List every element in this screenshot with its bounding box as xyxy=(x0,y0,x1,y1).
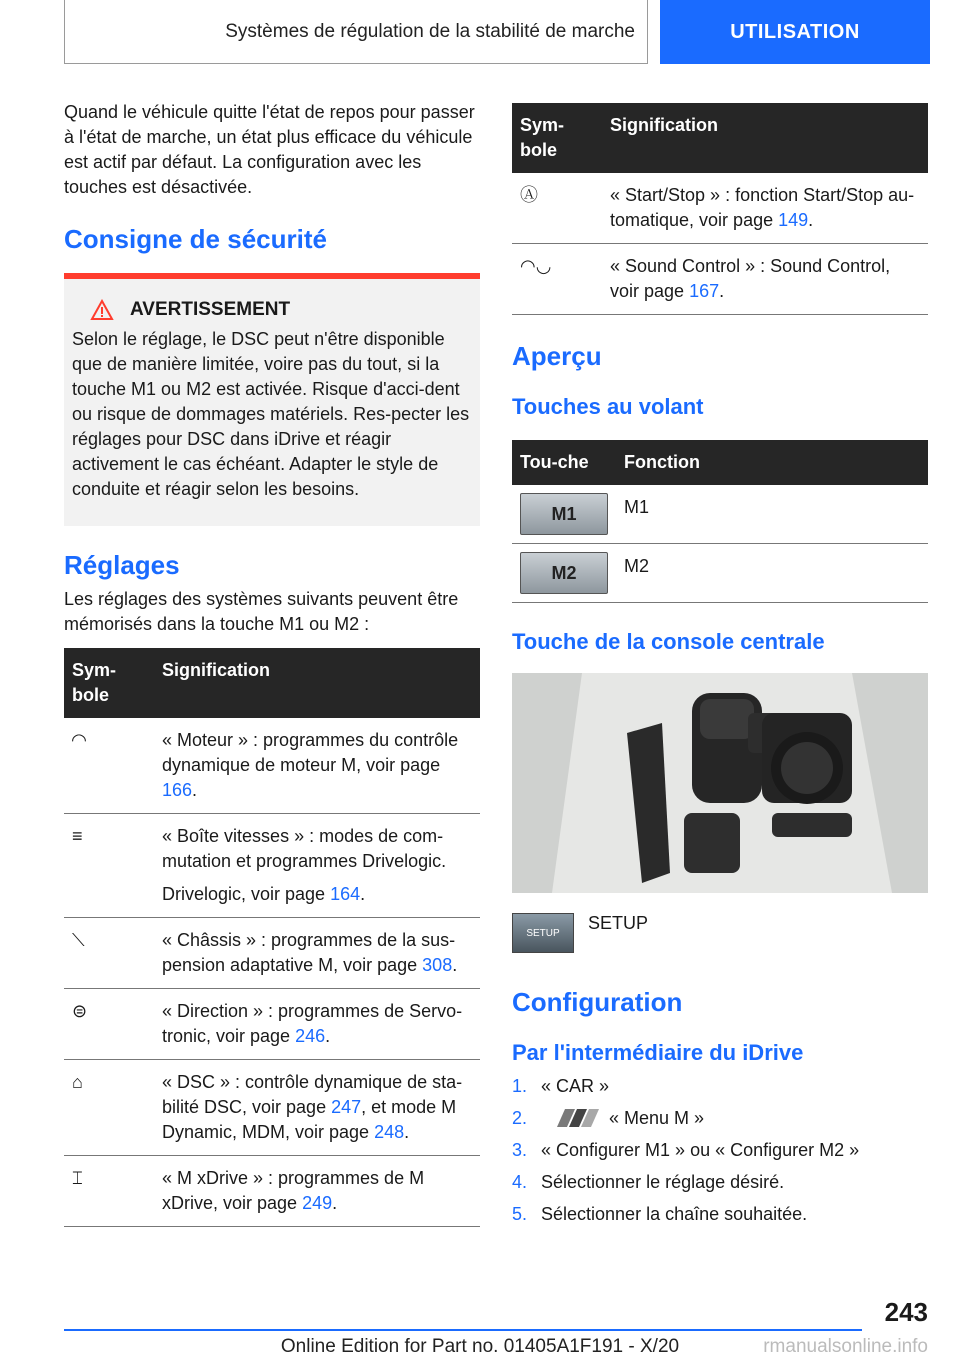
page-link[interactable]: 167 xyxy=(689,281,720,301)
step-text: « Configurer M1 » ou « Configurer M2 » xyxy=(541,1140,860,1160)
row-text: « Moteur » : programmes du contrôle dynamique de moteur M, voir page xyxy=(162,730,459,775)
page-link[interactable]: 166 xyxy=(162,780,193,800)
col-symbol: Sym-bole xyxy=(512,103,602,173)
row-text: « Start/Stop » : fonction Start/Stop au-tomatique, voir page xyxy=(610,185,915,230)
row-text-2: Drivelogic, voir page xyxy=(162,884,331,904)
keys-table xyxy=(512,440,928,603)
table-row xyxy=(512,544,928,603)
footer-divider xyxy=(64,1329,862,1331)
setup-row xyxy=(512,913,928,953)
config-heading: Configuration xyxy=(512,987,683,1017)
center-console-photo xyxy=(512,673,928,893)
list-item xyxy=(512,1074,928,1099)
row-text-end: . xyxy=(332,1193,338,1213)
idrive-heading: Par l'intermédiaire du iDrive xyxy=(512,1040,804,1065)
row-text-end: . xyxy=(192,780,198,800)
footer-edition: Online Edition for Part no. 01405A1F191 - X/20 xyxy=(280,1336,680,1357)
setup-key-icon xyxy=(512,913,574,953)
col-key: Tou-che xyxy=(512,440,616,485)
list-item xyxy=(512,1202,928,1227)
m-menu-icon xyxy=(549,1109,605,1127)
row-text: « Sound Control » : Sound Control, voir page xyxy=(610,256,891,301)
page-link[interactable]: 164 xyxy=(330,884,361,904)
settings-table-continued xyxy=(512,103,928,315)
setup-key-label: SETUP xyxy=(526,927,560,939)
step-text: « CAR » xyxy=(541,1076,610,1096)
col-meaning: Signification xyxy=(154,648,480,718)
intro-paragraph: Quand le véhicule quitte l'état de repos pour passer à l'état de marche, un état plus efficace du véhicule est actif par défaut. La configuration avec les touches est désactivée. xyxy=(64,102,475,197)
table-header xyxy=(512,103,928,173)
page-header xyxy=(64,0,930,64)
row-text: « Boîte vitesses » : modes de com-mutation et programmes Drivelogic. xyxy=(162,826,447,871)
list-item xyxy=(512,1170,928,1195)
gearbox-icon: ≡ xyxy=(72,826,83,846)
table-row xyxy=(64,1060,480,1156)
step-text: Sélectionner le réglage désiré. xyxy=(541,1172,785,1192)
settings-heading: Réglages xyxy=(64,550,180,580)
safety-heading: Consigne de sécurité xyxy=(64,224,327,254)
step-text: « Menu M » xyxy=(609,1108,705,1128)
col-meaning: Signification xyxy=(602,103,928,173)
settings-table xyxy=(64,648,480,1227)
row-text: « M xDrive » : programmes de M xDrive, voir page xyxy=(162,1168,425,1213)
step-number: 2. xyxy=(512,1108,528,1128)
overview-heading: Aperçu xyxy=(512,341,602,371)
page-link[interactable]: 246 xyxy=(295,1026,326,1046)
step-number: 3. xyxy=(512,1140,528,1160)
table-row xyxy=(512,485,928,544)
col-symbol: Sym-bole xyxy=(64,648,154,718)
warning-text: Selon le réglage, le DSC peut n'être disponible que de manière limitée, voire pas du tout, si la touche M1 ou M2 est activée. Risque d'acci-dent ou risque de dommages matériels. Res-pecter les réglages pour DSC dans iDrive et réagir activement le cas échéant. Adapter le style de conduite et réagir selon les besoins. xyxy=(72,329,470,499)
warning-title-text: AVERTISSEMENT xyxy=(130,299,291,320)
table-row xyxy=(512,244,928,315)
table-header xyxy=(512,440,928,485)
m2-key-label: M2 xyxy=(551,562,577,583)
center-console-illustration xyxy=(512,673,928,893)
row-text-end: . xyxy=(808,210,814,230)
settings-text: Les réglages des systèmes suivants peuvent être mémorisés dans la touche M1 ou M2 : xyxy=(64,589,459,634)
table-row xyxy=(64,814,480,918)
step-text: Sélectionner la chaîne souhaitée. xyxy=(541,1204,808,1224)
page-link[interactable]: 308 xyxy=(422,955,453,975)
list-item xyxy=(512,1138,928,1163)
page-link[interactable]: 247 xyxy=(331,1097,362,1117)
footer-watermark: rmanualsonline.info xyxy=(763,1336,928,1357)
m2-key-icon xyxy=(520,552,608,594)
m1-key-label: M1 xyxy=(551,503,577,524)
page-link[interactable]: 249 xyxy=(302,1193,333,1213)
right-column xyxy=(512,103,928,1234)
warning-title xyxy=(90,299,472,321)
table-row xyxy=(512,173,928,244)
table-header xyxy=(64,648,480,718)
steps-list xyxy=(512,1074,928,1227)
chassis-icon: ⟍ xyxy=(72,930,85,950)
row-text-end: . xyxy=(325,1026,331,1046)
col-function: Fonction xyxy=(616,440,928,485)
row-text-end: . xyxy=(404,1122,410,1142)
page-number: 243 xyxy=(884,1297,928,1327)
row-text-end: . xyxy=(719,281,725,301)
key-function: M1 xyxy=(616,485,928,544)
row-text-mid: , et mode M Dynamic, MDM, voir page xyxy=(162,1097,457,1142)
sound-control-icon: ◠◡ xyxy=(520,256,552,276)
chapter-tab[interactable]: UTILISATION xyxy=(660,0,930,64)
step-number: 1. xyxy=(512,1076,528,1096)
section-title: Systèmes de régulation de la stabilité de marche xyxy=(64,0,648,64)
start-stop-icon: Ⓐ xyxy=(520,185,538,205)
list-item xyxy=(512,1106,928,1131)
table-row xyxy=(64,718,480,814)
warning-triangle-icon xyxy=(90,299,114,321)
row-text: « DSC » : contrôle dynamique de sta-bilité DSC, voir page xyxy=(162,1072,463,1117)
setup-label: SETUP xyxy=(588,913,649,933)
m1-key-icon xyxy=(520,493,608,535)
steering-icon: ⊜ xyxy=(72,1001,88,1021)
row-text-end: . xyxy=(452,955,458,975)
xdrive-icon: ⌶ xyxy=(72,1168,83,1188)
key-function: M2 xyxy=(616,544,928,603)
page-link-2[interactable]: 248 xyxy=(374,1122,405,1142)
row-text: « Châssis » : programmes de la sus-pension adaptative M, voir page xyxy=(162,930,456,975)
warning-box xyxy=(64,273,480,526)
engine-icon: ◜◝ xyxy=(72,730,86,750)
wheel-heading: Touches au volant xyxy=(512,394,704,419)
page-link[interactable]: 149 xyxy=(778,210,809,230)
row-text-end: . xyxy=(360,884,366,904)
table-row xyxy=(64,989,480,1060)
dsc-icon: ⌂ xyxy=(72,1072,83,1092)
row-text: « Direction » : programmes de Servo-tronic, voir page xyxy=(162,1001,463,1046)
console-heading: Touche de la console centrale xyxy=(512,629,825,654)
step-number: 4. xyxy=(512,1172,528,1192)
table-row xyxy=(64,918,480,989)
table-row xyxy=(64,1156,480,1227)
left-column xyxy=(64,100,480,1227)
step-number: 5. xyxy=(512,1204,528,1224)
